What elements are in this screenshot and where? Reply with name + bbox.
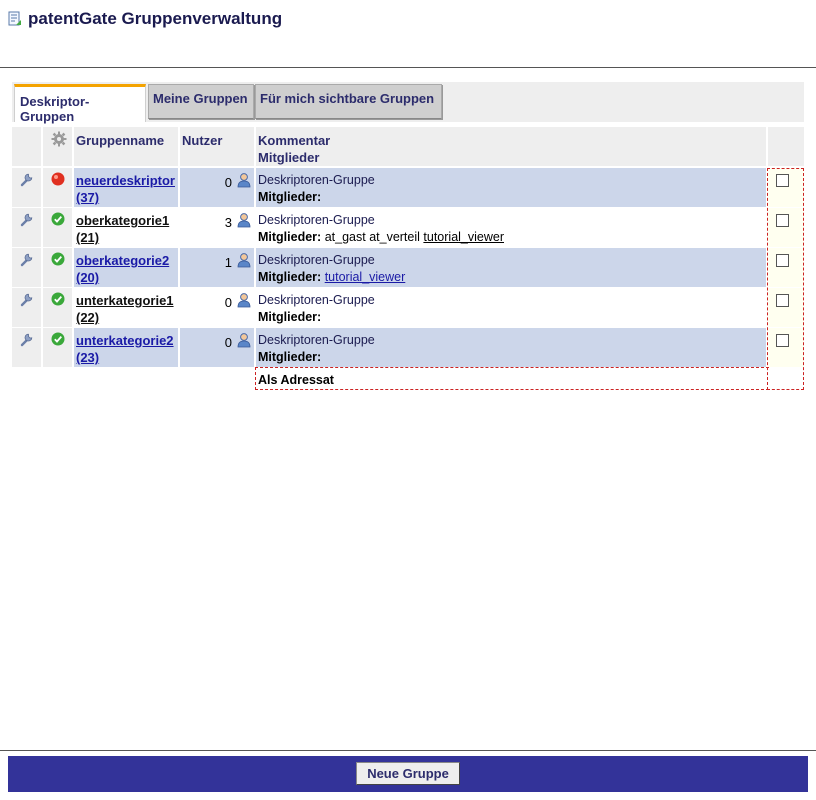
users-cell [180,208,254,247]
status-check-icon [51,212,65,226]
check-cell [768,168,804,207]
user-icon[interactable] [236,252,252,268]
header-status-cell [43,127,72,166]
header-name-cell [74,127,178,166]
group-name-link[interactable]: unterkategorie2 (23) [76,333,174,365]
group-name-link[interactable]: oberkategorie1 (21) [76,213,170,245]
status-cell [43,288,72,327]
header-comment-cell [256,127,766,166]
header-divider [0,67,816,68]
gear-icon [51,131,67,147]
page-header [8,8,282,30]
status-check-icon [51,332,65,346]
status-check-icon [51,292,65,306]
comment-cell [256,208,766,247]
tab-sichtbare-gruppen[interactable]: Für mich sichtbare Gruppen [255,84,442,119]
new-group-button[interactable]: Neue Gruppe [356,762,460,785]
tool-cell [12,168,41,207]
group-comment: Deskriptoren-Gruppe [258,213,375,227]
user-count: 0 [224,175,232,190]
user-icon[interactable] [236,212,252,228]
comment-cell [256,248,766,287]
group-name-link[interactable]: neuerdeskriptor (37) [76,173,175,205]
wrench-icon[interactable] [19,171,35,187]
tool-cell [12,208,41,247]
check-cell [768,248,804,287]
tab-meine-gruppen[interactable]: Meine Gruppen [148,84,254,119]
adressat-checkbox[interactable] [776,254,789,267]
als-adressat-label: Als Adressat [258,373,334,387]
users-cell [180,288,254,327]
comment-cell [256,288,766,327]
footer-divider [0,750,816,751]
check-cell [768,208,804,247]
wrench-icon[interactable] [19,331,35,347]
member-name: at_verteil [369,230,420,244]
group-comment: Deskriptoren-Gruppe [258,333,375,347]
tab-bar [12,82,804,122]
user-count: 0 [224,295,232,310]
user-icon[interactable] [236,292,252,308]
header-check-cell [768,127,804,166]
users-cell [180,328,254,367]
header-tool-cell [12,127,41,166]
member-link[interactable]: tutorial_viewer [423,230,504,244]
check-cell [768,288,804,327]
wrench-icon[interactable] [19,251,35,267]
user-count: 0 [224,335,232,350]
status-cell [43,328,72,367]
status-check-icon [51,252,65,266]
user-count: 3 [224,215,232,230]
user-icon[interactable] [236,172,252,188]
tool-cell [12,248,41,287]
page-title: patentGate Gruppenverwaltung [28,9,283,28]
status-red-icon [51,172,65,186]
header-gruppenname[interactable]: Gruppenname [76,133,165,148]
users-cell [180,248,254,287]
group-comment: Deskriptoren-Gruppe [258,173,375,187]
wrench-icon[interactable] [19,211,35,227]
footer-bar [8,756,808,792]
tool-cell [12,328,41,367]
name-cell [74,208,178,247]
status-cell [43,168,72,207]
group-members: Mitglieder: [258,310,322,324]
group-name-link[interactable]: oberkategorie2 (20) [76,253,170,285]
name-cell [74,328,178,367]
user-icon[interactable] [236,332,252,348]
group-members: Mitglieder: at_gast at_verteil tutorial_viewer [258,230,504,244]
adressat-checkbox[interactable] [776,214,789,227]
comment-cell [256,168,766,207]
comment-cell [256,328,766,367]
group-name-link[interactable]: unterkategorie1 (22) [76,293,174,325]
adressat-checkbox[interactable] [776,294,789,307]
group-members: Mitglieder: [258,350,322,364]
group-comment: Deskriptoren-Gruppe [258,253,375,267]
header-kommentar: Kommentar Mitglieder [258,133,331,165]
name-cell [74,288,178,327]
adressat-checkbox[interactable] [776,174,789,187]
group-comment: Deskriptoren-Gruppe [258,293,375,307]
user-count: 1 [224,255,232,270]
group-members: Mitglieder: [258,190,322,204]
member-name: at_gast [324,230,366,244]
wrench-icon[interactable] [19,291,35,307]
header-users-cell [180,127,254,166]
name-cell [74,168,178,207]
member-link[interactable]: tutorial_viewer [324,270,406,284]
check-cell [768,328,804,367]
name-cell [74,248,178,287]
status-cell [43,208,72,247]
group-members: Mitglieder: tutorial_viewer [258,270,406,284]
tool-cell [12,288,41,327]
document-edit-icon [8,11,22,27]
adressat-checkbox[interactable] [776,334,789,347]
header-nutzer[interactable]: Nutzer [182,133,223,148]
status-cell [43,248,72,287]
users-cell [180,168,254,207]
tab-deskriptor-gruppen[interactable]: Deskriptor-Gruppen [14,84,146,122]
